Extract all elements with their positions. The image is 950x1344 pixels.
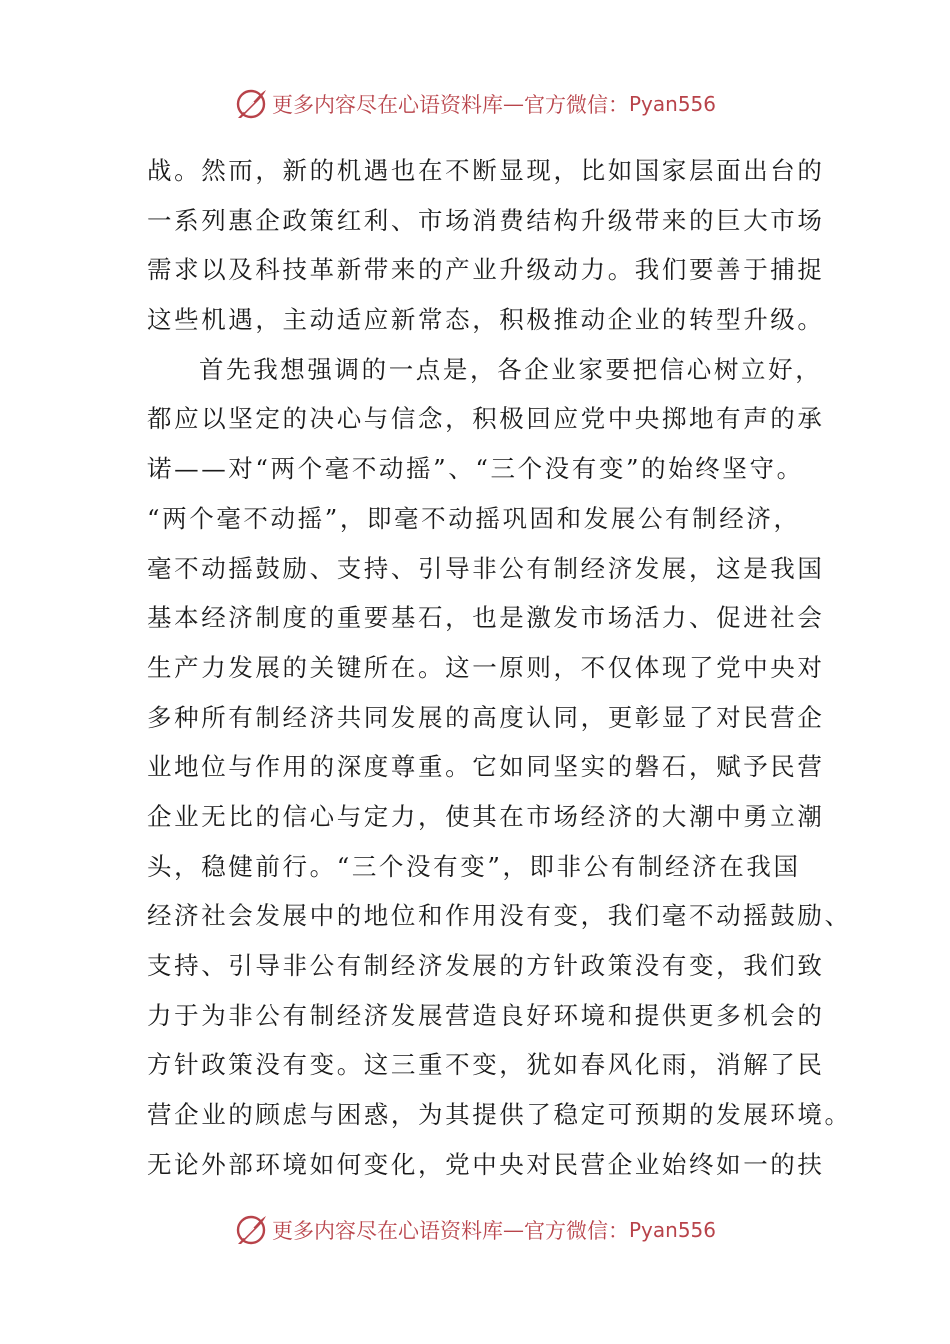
header-banner (0, 84, 950, 124)
footer-banner (0, 1210, 950, 1250)
text-line: 业地位与作用的深度尊重。它如同坚实的磐石，赋予民营 (147, 752, 825, 782)
banner-text: 更多内容尽在心语资料库 (271, 93, 503, 117)
text-line: 支持、引导非公有制经济发展的方针政策没有变，我们致 (147, 951, 825, 980)
document-body (147, 146, 852, 1189)
banner-text: 更多内容尽在心语资料库 (271, 1219, 503, 1243)
text-line: 头，稳健前行。“三个没有变”，即非公有制经济在我国 (147, 851, 801, 881)
quill-pen-circle-icon (234, 87, 268, 121)
text-line: 一系列惠企政策红利、市场消费结构升级带来的巨大市场 (147, 205, 825, 235)
text-line: 生产力发展的关键所在。这一原则，不仅体现了党中央对 (147, 652, 825, 682)
banner-wechat-label: 官方微信： (523, 1219, 629, 1243)
text-line: 多种所有制经济共同发展的高度认同，更彰显了对民营企 (147, 702, 825, 732)
banner-wechat-id: Pyan556 (628, 92, 716, 116)
text-line: 基本经济制度的重要基石，也是激发市场活力、促进社会 (147, 603, 825, 633)
text-line: 无论外部环境如何变化，党中央对民营企业始终如一的扶 (147, 1149, 825, 1179)
text-line: 毫不动摇鼓励、支持、引导非公有制经济发展，这是我国 (147, 553, 825, 583)
text-line: 需求以及科技革新带来的产业升级动力。我们要善于捕捉 (147, 255, 825, 285)
text-line: 都应以坚定的决心与信念，积极回应党中央掷地有声的承 (147, 404, 825, 434)
paragraph-first-line: 首先我想强调的一点是，各企业家要把信心树立好， (199, 354, 823, 384)
banner-dash: — (502, 1218, 524, 1242)
text-line: 战。然而，新的机遇也在不断显现，比如国家层面出台的 (147, 156, 825, 185)
quill-pen-circle-icon (234, 1213, 268, 1247)
text-line: 这些机遇，主动适应新常态，积极推动企业的转型升级。 (147, 305, 825, 335)
banner-wechat-label: 官方微信： (523, 93, 629, 117)
banner-wechat-id: Pyan556 (628, 1218, 716, 1242)
banner-dash: — (502, 92, 524, 116)
text-line: 企业无比的信心与定力，使其在市场经济的大潮中勇立潮 (147, 801, 825, 831)
text-line: “两个毫不动摇”，即毫不动摇巩固和发展公有制经济， (147, 503, 801, 533)
text-line: 经济社会发展中的地位和作用没有变，我们毫不动摇鼓励、 (147, 901, 852, 931)
text-line: 方针政策没有变。这三重不变，犹如春风化雨，消解了民 (147, 1050, 825, 1080)
text-line: 诺——对“两个毫不动摇”、“三个没有变”的始终坚守。 (147, 454, 804, 484)
text-line: 力于为非公有制经济发展营造良好环境和提供更多机会的 (147, 1000, 825, 1030)
text-line: 营企业的顾虑与困惑，为其提供了稳定可预期的发展环境。 (147, 1100, 852, 1130)
